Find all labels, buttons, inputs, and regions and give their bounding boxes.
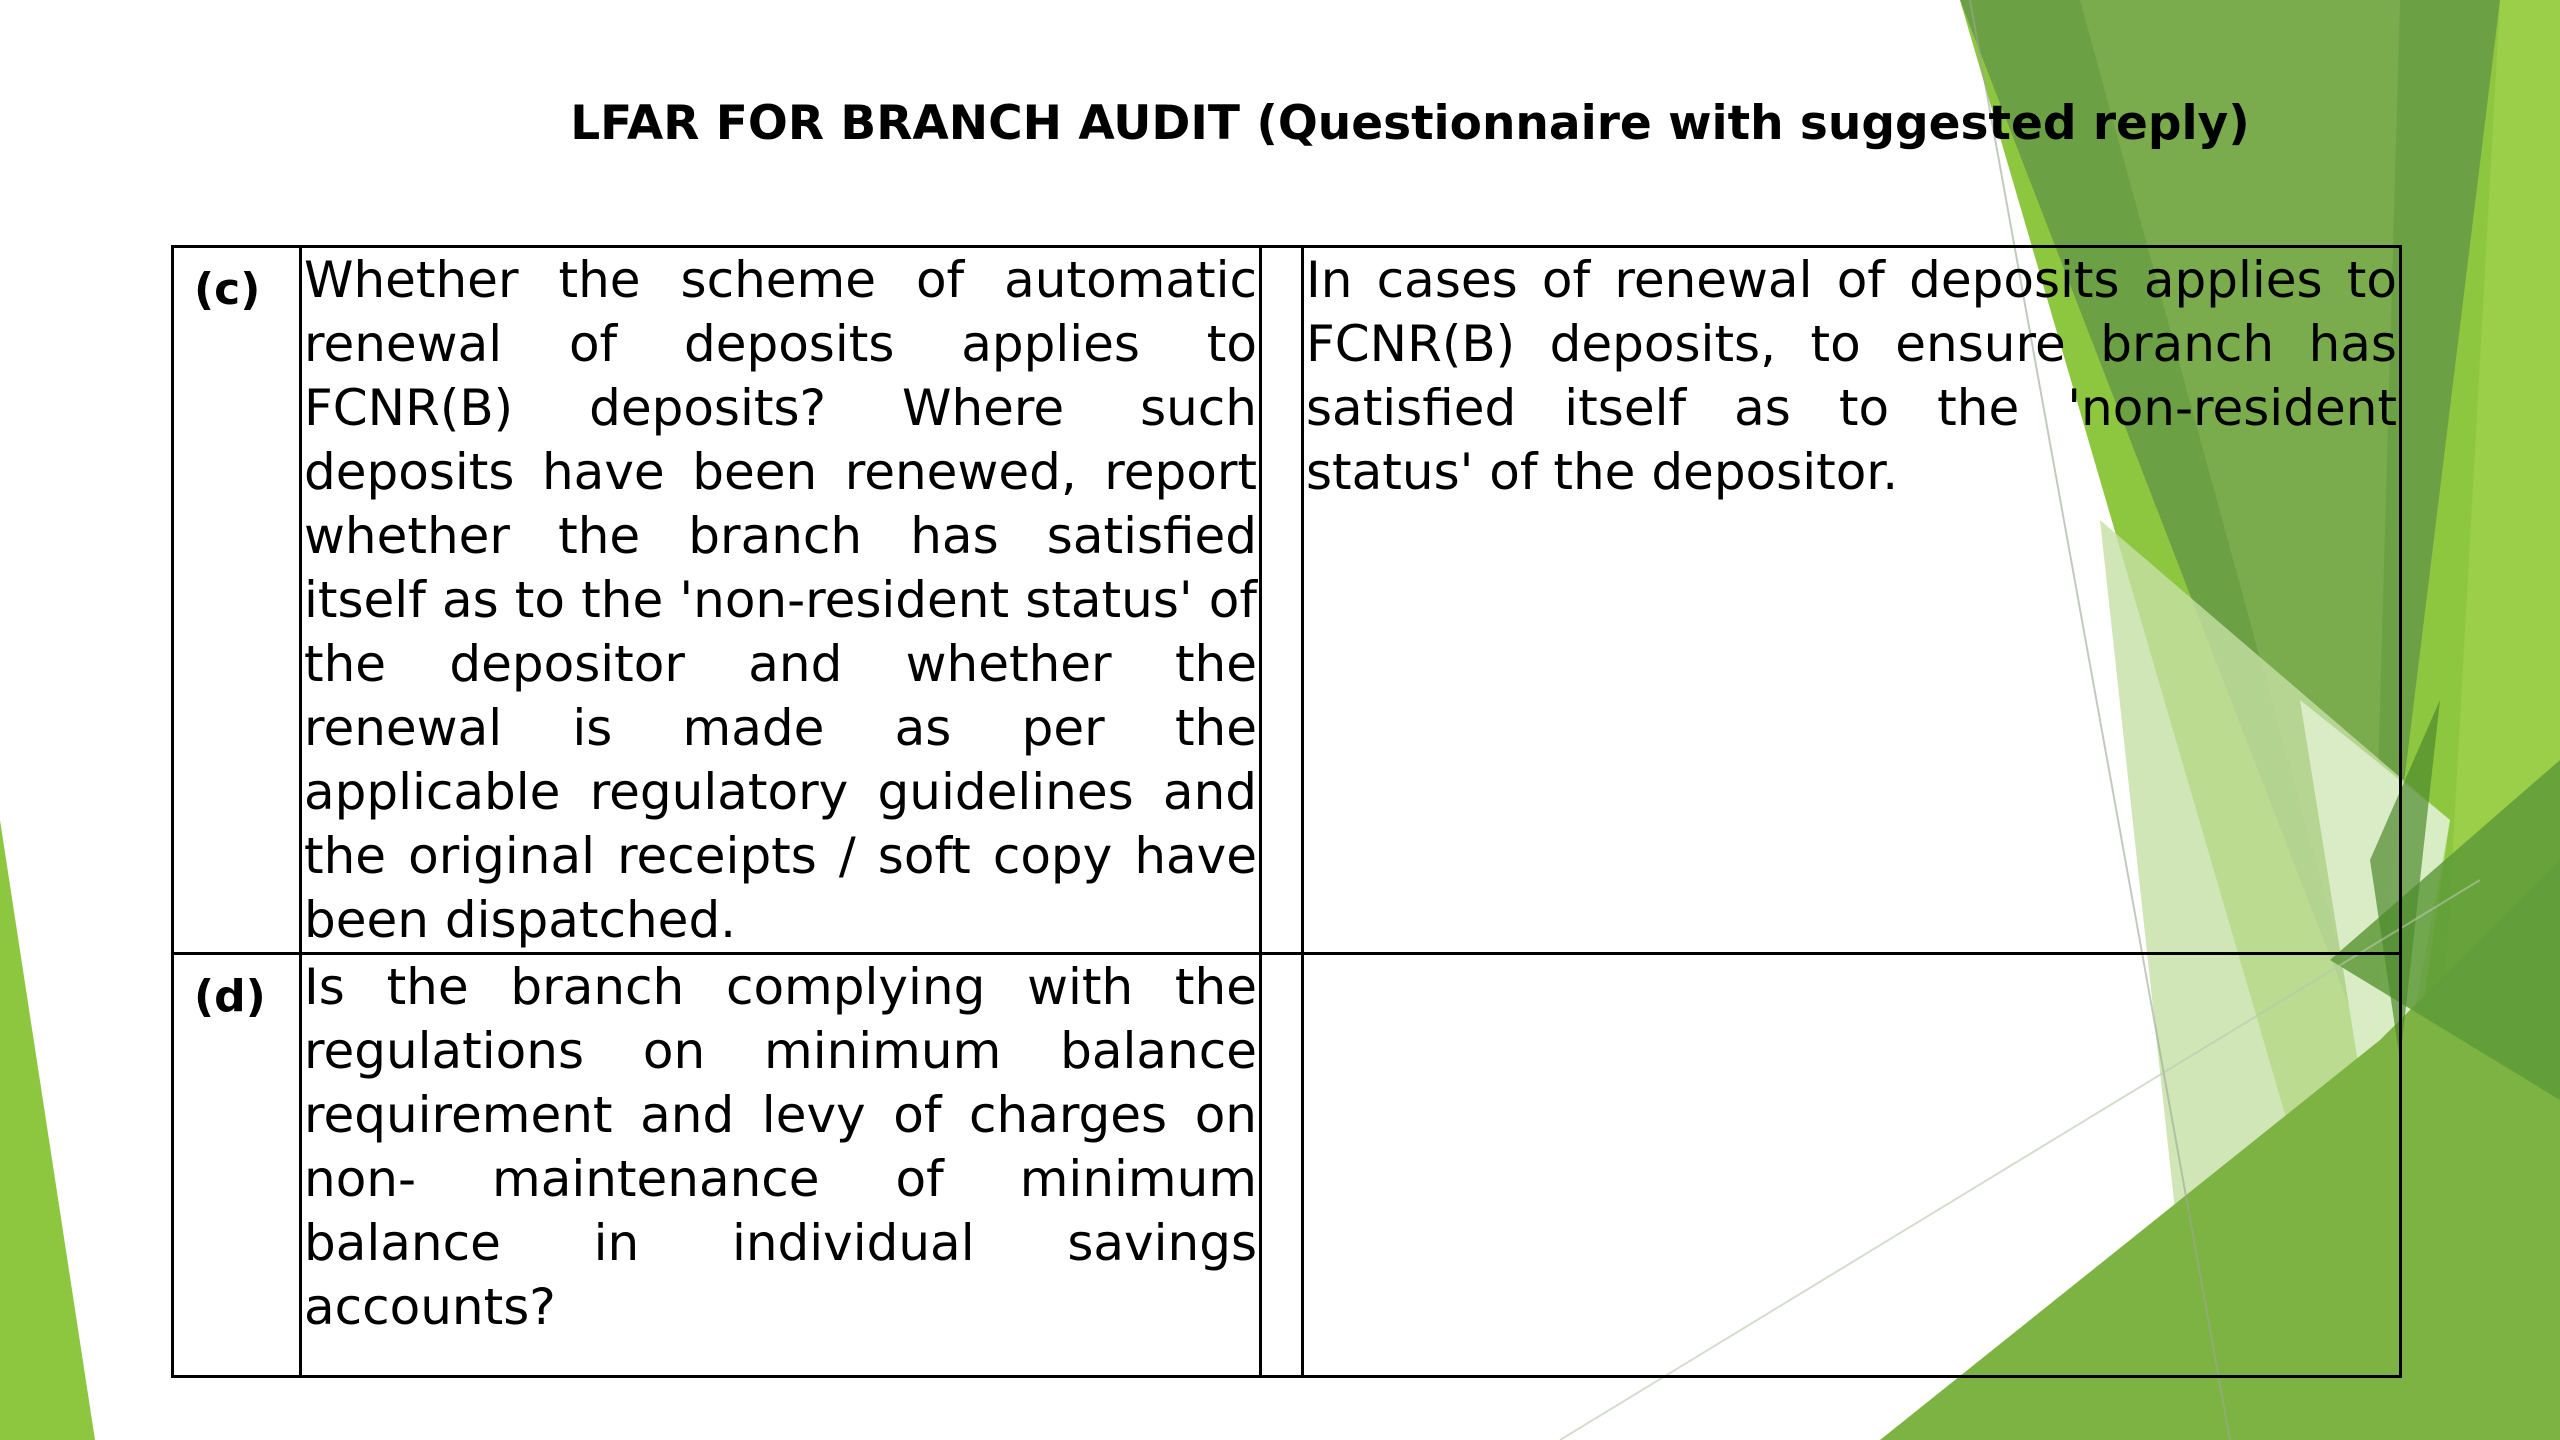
spacer-cell (1261, 954, 1303, 1377)
row-label: (c) (173, 247, 301, 954)
spacer-cell (1261, 247, 1303, 954)
question-cell (301, 954, 1261, 1377)
reply-text: In cases of renewal of deposits applies to FCNR(B) deposits, to ensure branch has satisfied itself as to the 'non-resident status' of the depositor. (1306, 251, 2397, 501)
table-row (173, 247, 2401, 954)
slide-title: LFAR FOR BRANCH AUDIT (Questionnaire with suggested reply) (570, 96, 2250, 151)
row-label: (d) (173, 954, 301, 1377)
question-text: Is the branch complying with the regulations on minimum balance requirement and levy of charges on non- maintenance of minimum balance in individual savings accounts? (304, 958, 1257, 1336)
question-cell (301, 247, 1261, 954)
questionnaire-table (171, 245, 2402, 1378)
table-row (173, 954, 2401, 1377)
question-text: Whether the scheme of automatic renewal of deposits applies to FCNR(B) deposits? Where such deposits have been renewed, report whether the branch has satisfied itself as to the 'non-resident status' of the depositor and whether the renewal is made as per the applicable regulatory guidelines and the original receipts / soft copy have been dispatched. (304, 251, 1257, 949)
reply-cell (1303, 954, 2401, 1377)
reply-cell (1303, 247, 2401, 954)
